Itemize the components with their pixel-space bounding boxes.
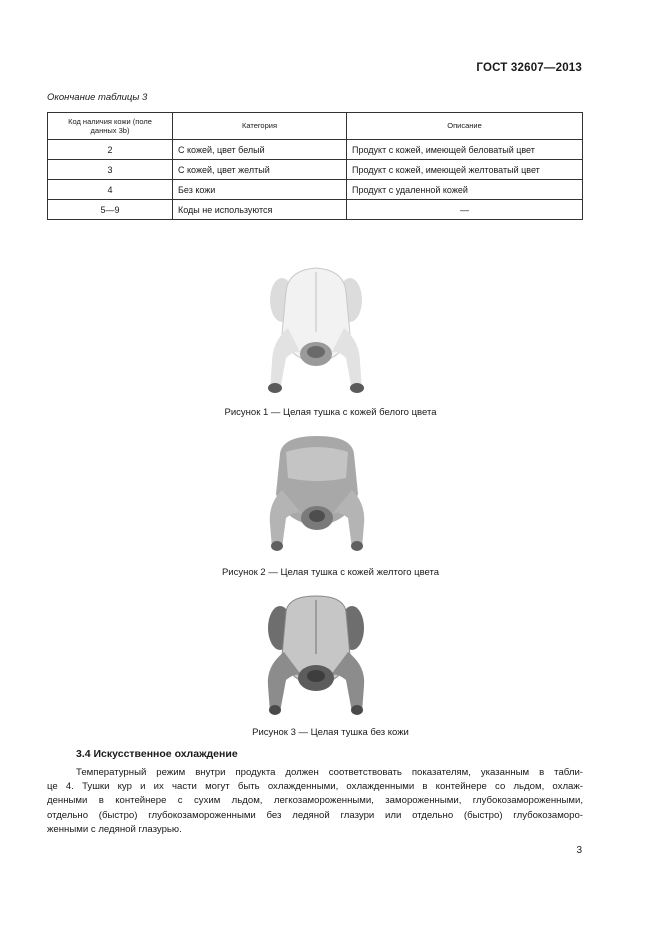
code-cell: 5—9 (48, 200, 173, 220)
table-header-row (48, 113, 583, 140)
category-cell: С кожей, цвет желтый (173, 160, 347, 180)
table-row (48, 140, 583, 160)
figure-2-caption: Рисунок 2 — Целая тушка с кожей желтого цвета (221, 567, 440, 578)
section-title: 3.4 Искусственное охлаждение (76, 748, 238, 760)
code-cell: 2 (48, 140, 173, 160)
description-cell: Продукт с удаленной кожей (347, 180, 583, 200)
section-paragraph (47, 766, 583, 837)
paragraph-line: це 4. Тушки кур и их части могут быть охлажденными, охлажденными в контейнере со льдом, охлаж- (47, 781, 583, 793)
column-header-category: Категория (173, 113, 347, 140)
skin-code-table (47, 112, 583, 220)
figure-2-yellow-carcass-image (262, 434, 372, 552)
paragraph-line: женными с ледяной глазурью. (47, 823, 182, 835)
paragraph-line: денными в контейнере с сухим льдом, легкозамороженными, замороженными, глубокозамороженными, (47, 795, 583, 807)
description-cell: — (347, 200, 583, 220)
figure-1-white-carcass-image (258, 262, 374, 396)
paragraph-line: отдельно (быстро) глубокозамороженными без ледяной глазури или отдельно (быстро) глубокозаморо- (47, 809, 583, 821)
figure-3-caption: Рисунок 3 — Целая тушка без кожи (252, 727, 409, 738)
category-cell: С кожей, цвет белый (173, 140, 347, 160)
table-row (48, 160, 583, 180)
category-cell: Коды не используются (173, 200, 347, 220)
page-number: 3 (576, 845, 582, 856)
code-cell: 3 (48, 160, 173, 180)
figure-1-caption: Рисунок 1 — Целая тушка с кожей белого цвета (224, 407, 437, 418)
description-cell: Продукт с кожей, имеющей беловатый цвет (347, 140, 583, 160)
column-header-code: Код наличия кожи (поле данных 3b) (48, 113, 173, 140)
category-cell: Без кожи (173, 180, 347, 200)
table-caption: Окончание таблицы 3 (47, 92, 148, 103)
code-cell: 4 (48, 180, 173, 200)
standard-code: ГОСТ 32607—2013 (476, 62, 582, 74)
column-header-description: Описание (347, 113, 583, 140)
table-row (48, 200, 583, 220)
paragraph-line: Температурный режим внутри продукта должен соответствовать показателям, указанным в табли- (76, 767, 583, 778)
figure-3-skinless-carcass-image (258, 594, 374, 718)
description-cell: Продукт с кожей, имеющей желтоватый цвет (347, 160, 583, 180)
table-row (48, 180, 583, 200)
